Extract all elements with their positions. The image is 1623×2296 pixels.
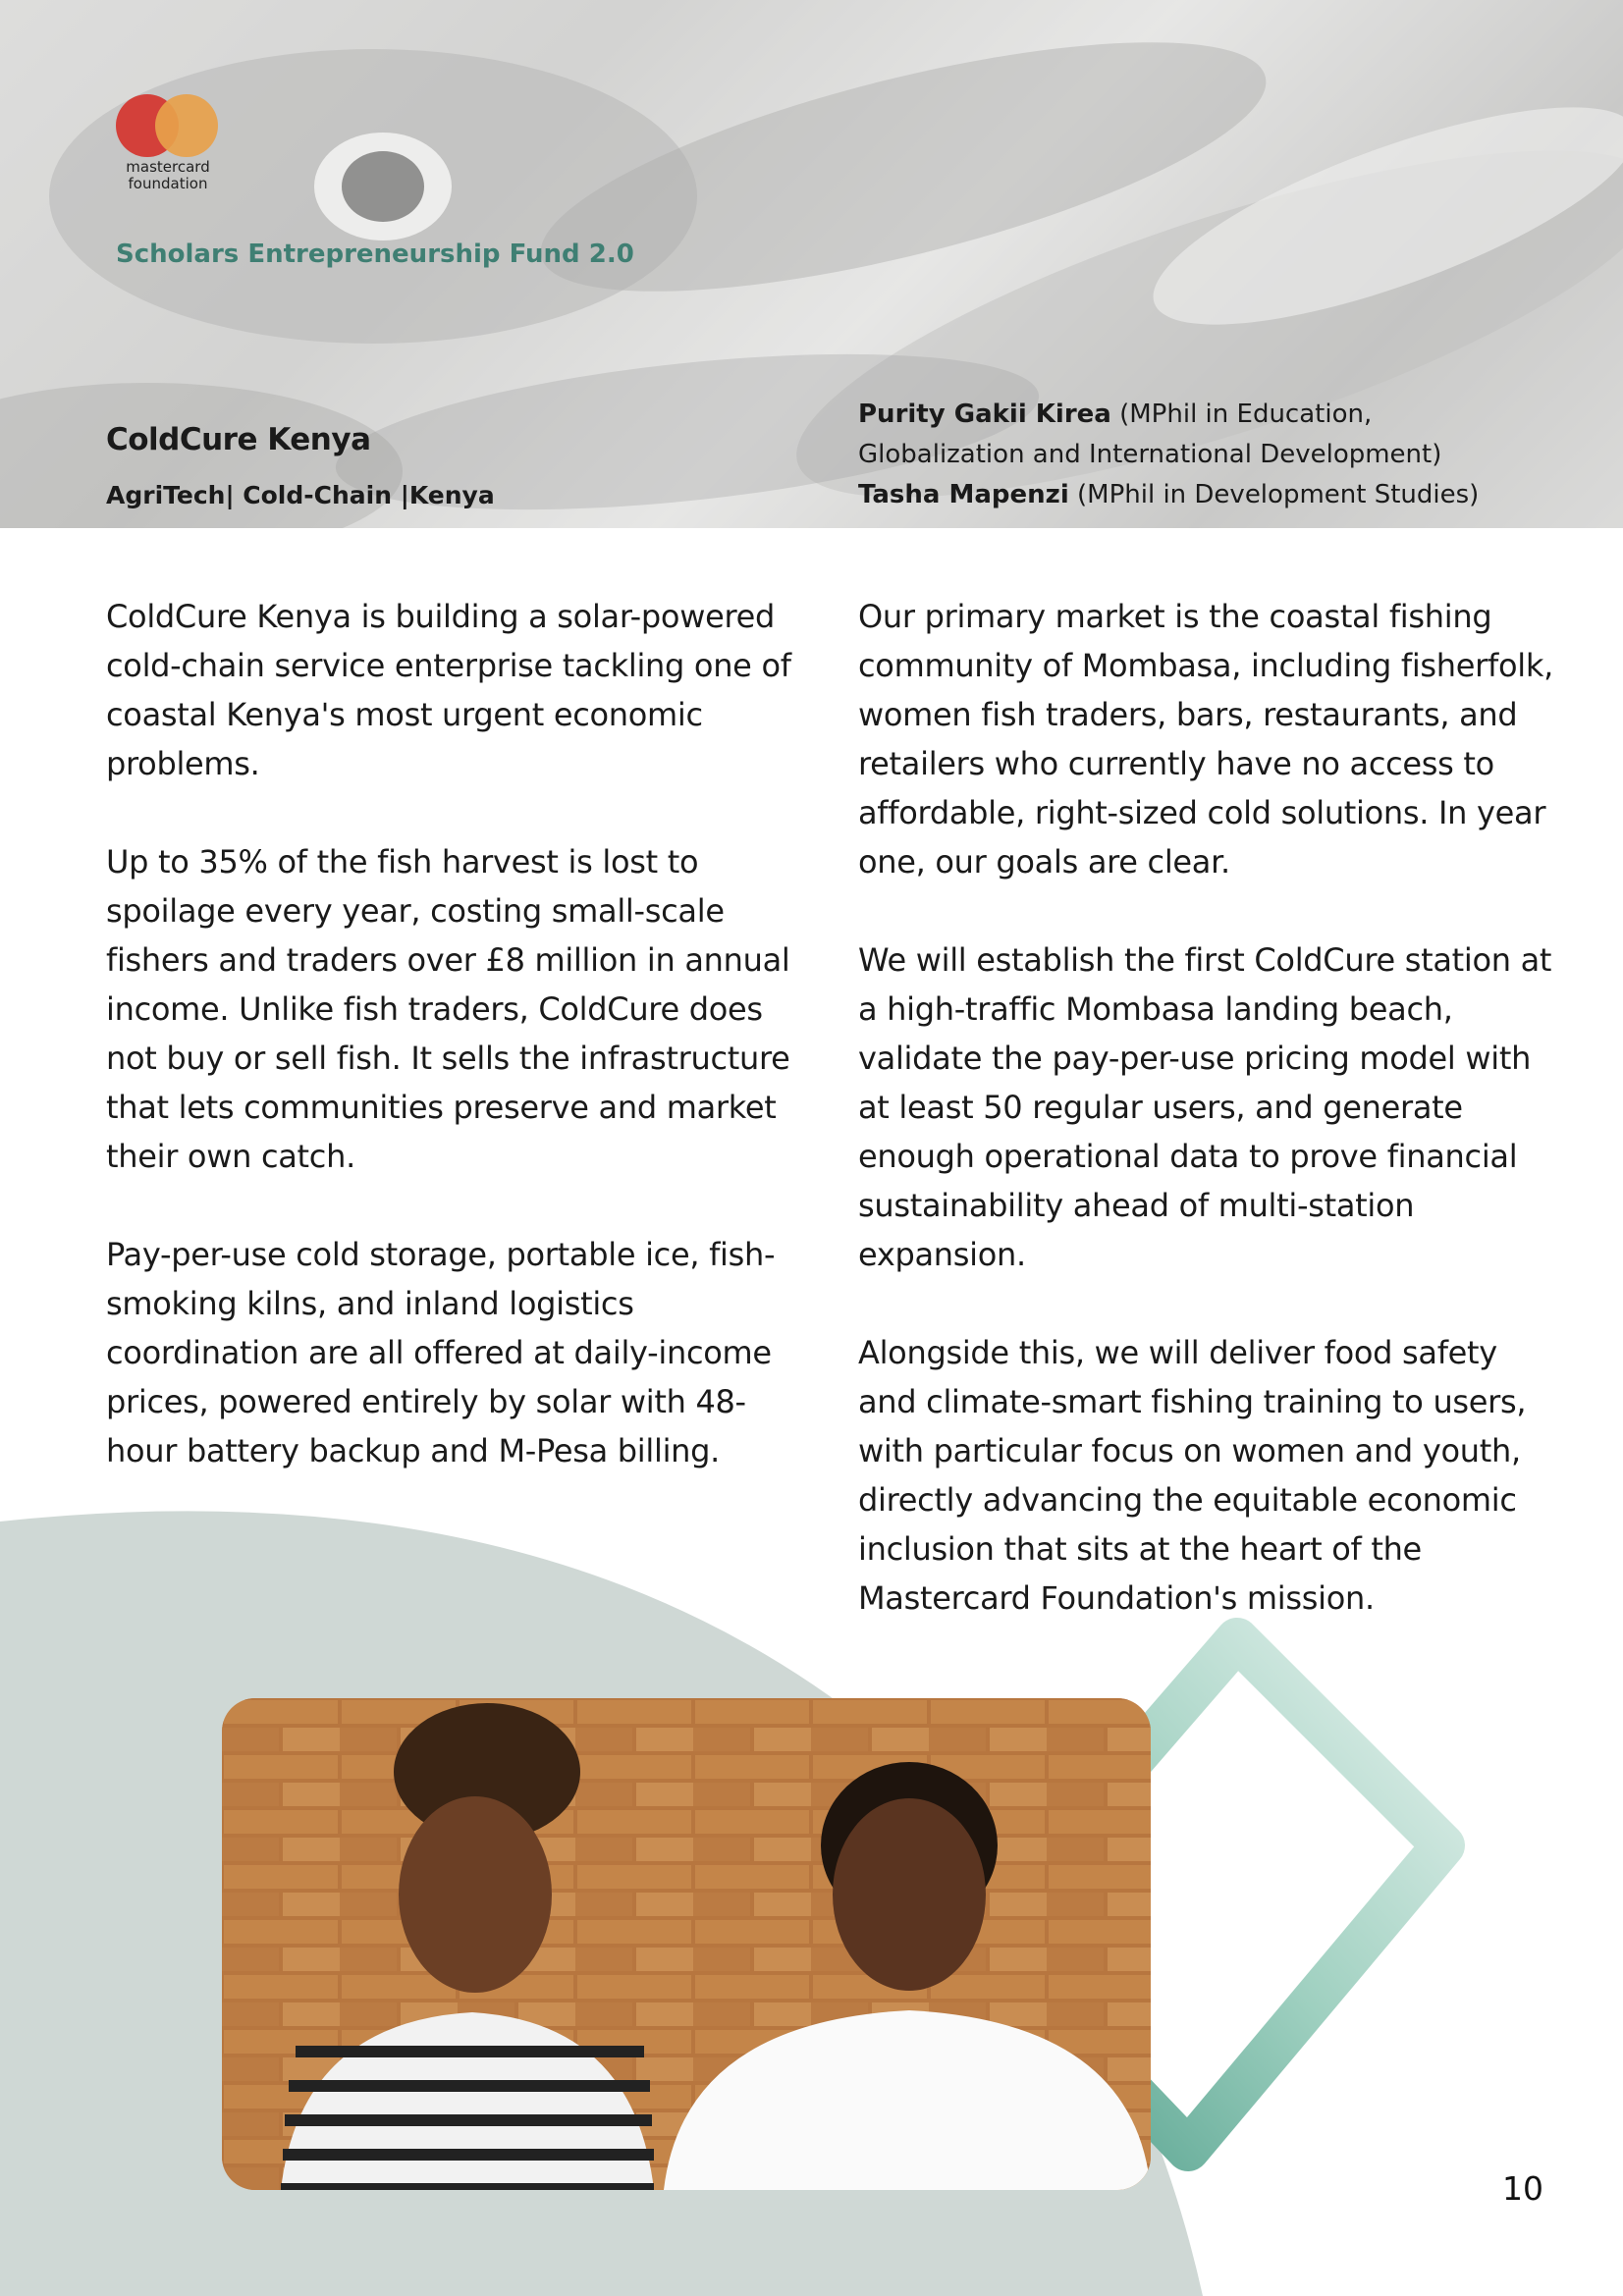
- founders-list: [858, 395, 1545, 515]
- fund-name: Scholars Entrepreneurship Fund 2.0: [116, 240, 634, 269]
- logo-circles-icon: [114, 92, 222, 157]
- paragraph: We will establish the first ColdCure station at a high-traffic Mombasa landing beach, validate the pay-per-use pricing model with at least 50 regular users, and generate enough operational data to prove financial sustainability ahead of multi-station expansion.: [858, 941, 1552, 1273]
- venture-title: ColdCure Kenya: [106, 422, 371, 457]
- left-text-column: [106, 592, 813, 1524]
- paragraph: Our primary market is the coastal fishing community of Mombasa, including fisherfolk, women fish traders, bars, restaurants, and retailers who currently have no access to affordable, right-sized cold solutions. In year one, our goals are clear.: [858, 598, 1553, 881]
- page-number: 10: [1502, 2169, 1543, 2208]
- logo-text-line1: mastercard: [126, 158, 210, 176]
- founder-name: Purity Gakii Kirea: [858, 400, 1111, 429]
- paragraph: Alongside this, we will deliver food safety and climate-smart fishing training to users, with particular focus on women and youth, directly advancing the equitable economic inclusion that sits at the heart of the Mastercard Foundation's mission.: [858, 1334, 1527, 1617]
- mastercard-foundation-logo: [114, 92, 222, 192]
- founder-entry: [858, 475, 1545, 515]
- founder-entry: [858, 395, 1545, 475]
- paragraph: Up to 35% of the fish harvest is lost to spoilage every year, costing small-scale fishers and traders over £8 million in annual income. Unlike fish traders, ColdCure does not buy or sell fish. It sells the infrastructure that lets communities preserve and market their own catch.: [106, 843, 790, 1175]
- logo-text-line2: foundation: [128, 175, 208, 192]
- right-text-column: [858, 592, 1565, 1672]
- paragraph: Pay-per-use cold storage, portable ice, fish-smoking kilns, and inland logistics coordination are all offered at daily-income prices, powered entirely by solar with 48-hour battery backup and M-Pesa billing.: [106, 1236, 776, 1469]
- founder-name: Tasha Mapenzi: [858, 480, 1069, 509]
- founder-detail: (MPhil in Education, Globalization and International Development): [858, 400, 1442, 469]
- founder-detail: (MPhil in Development Studies): [1068, 480, 1480, 509]
- paragraph: ColdCure Kenya is building a solar-powered cold-chain service enterprise tackling one of coastal Kenya's most urgent economic problems.: [106, 598, 791, 782]
- founders-photo: [222, 1698, 1151, 2190]
- founders-photo-image: [222, 1698, 1151, 2190]
- venture-tagline: AgriTech| Cold-Chain |Kenya: [106, 481, 495, 509]
